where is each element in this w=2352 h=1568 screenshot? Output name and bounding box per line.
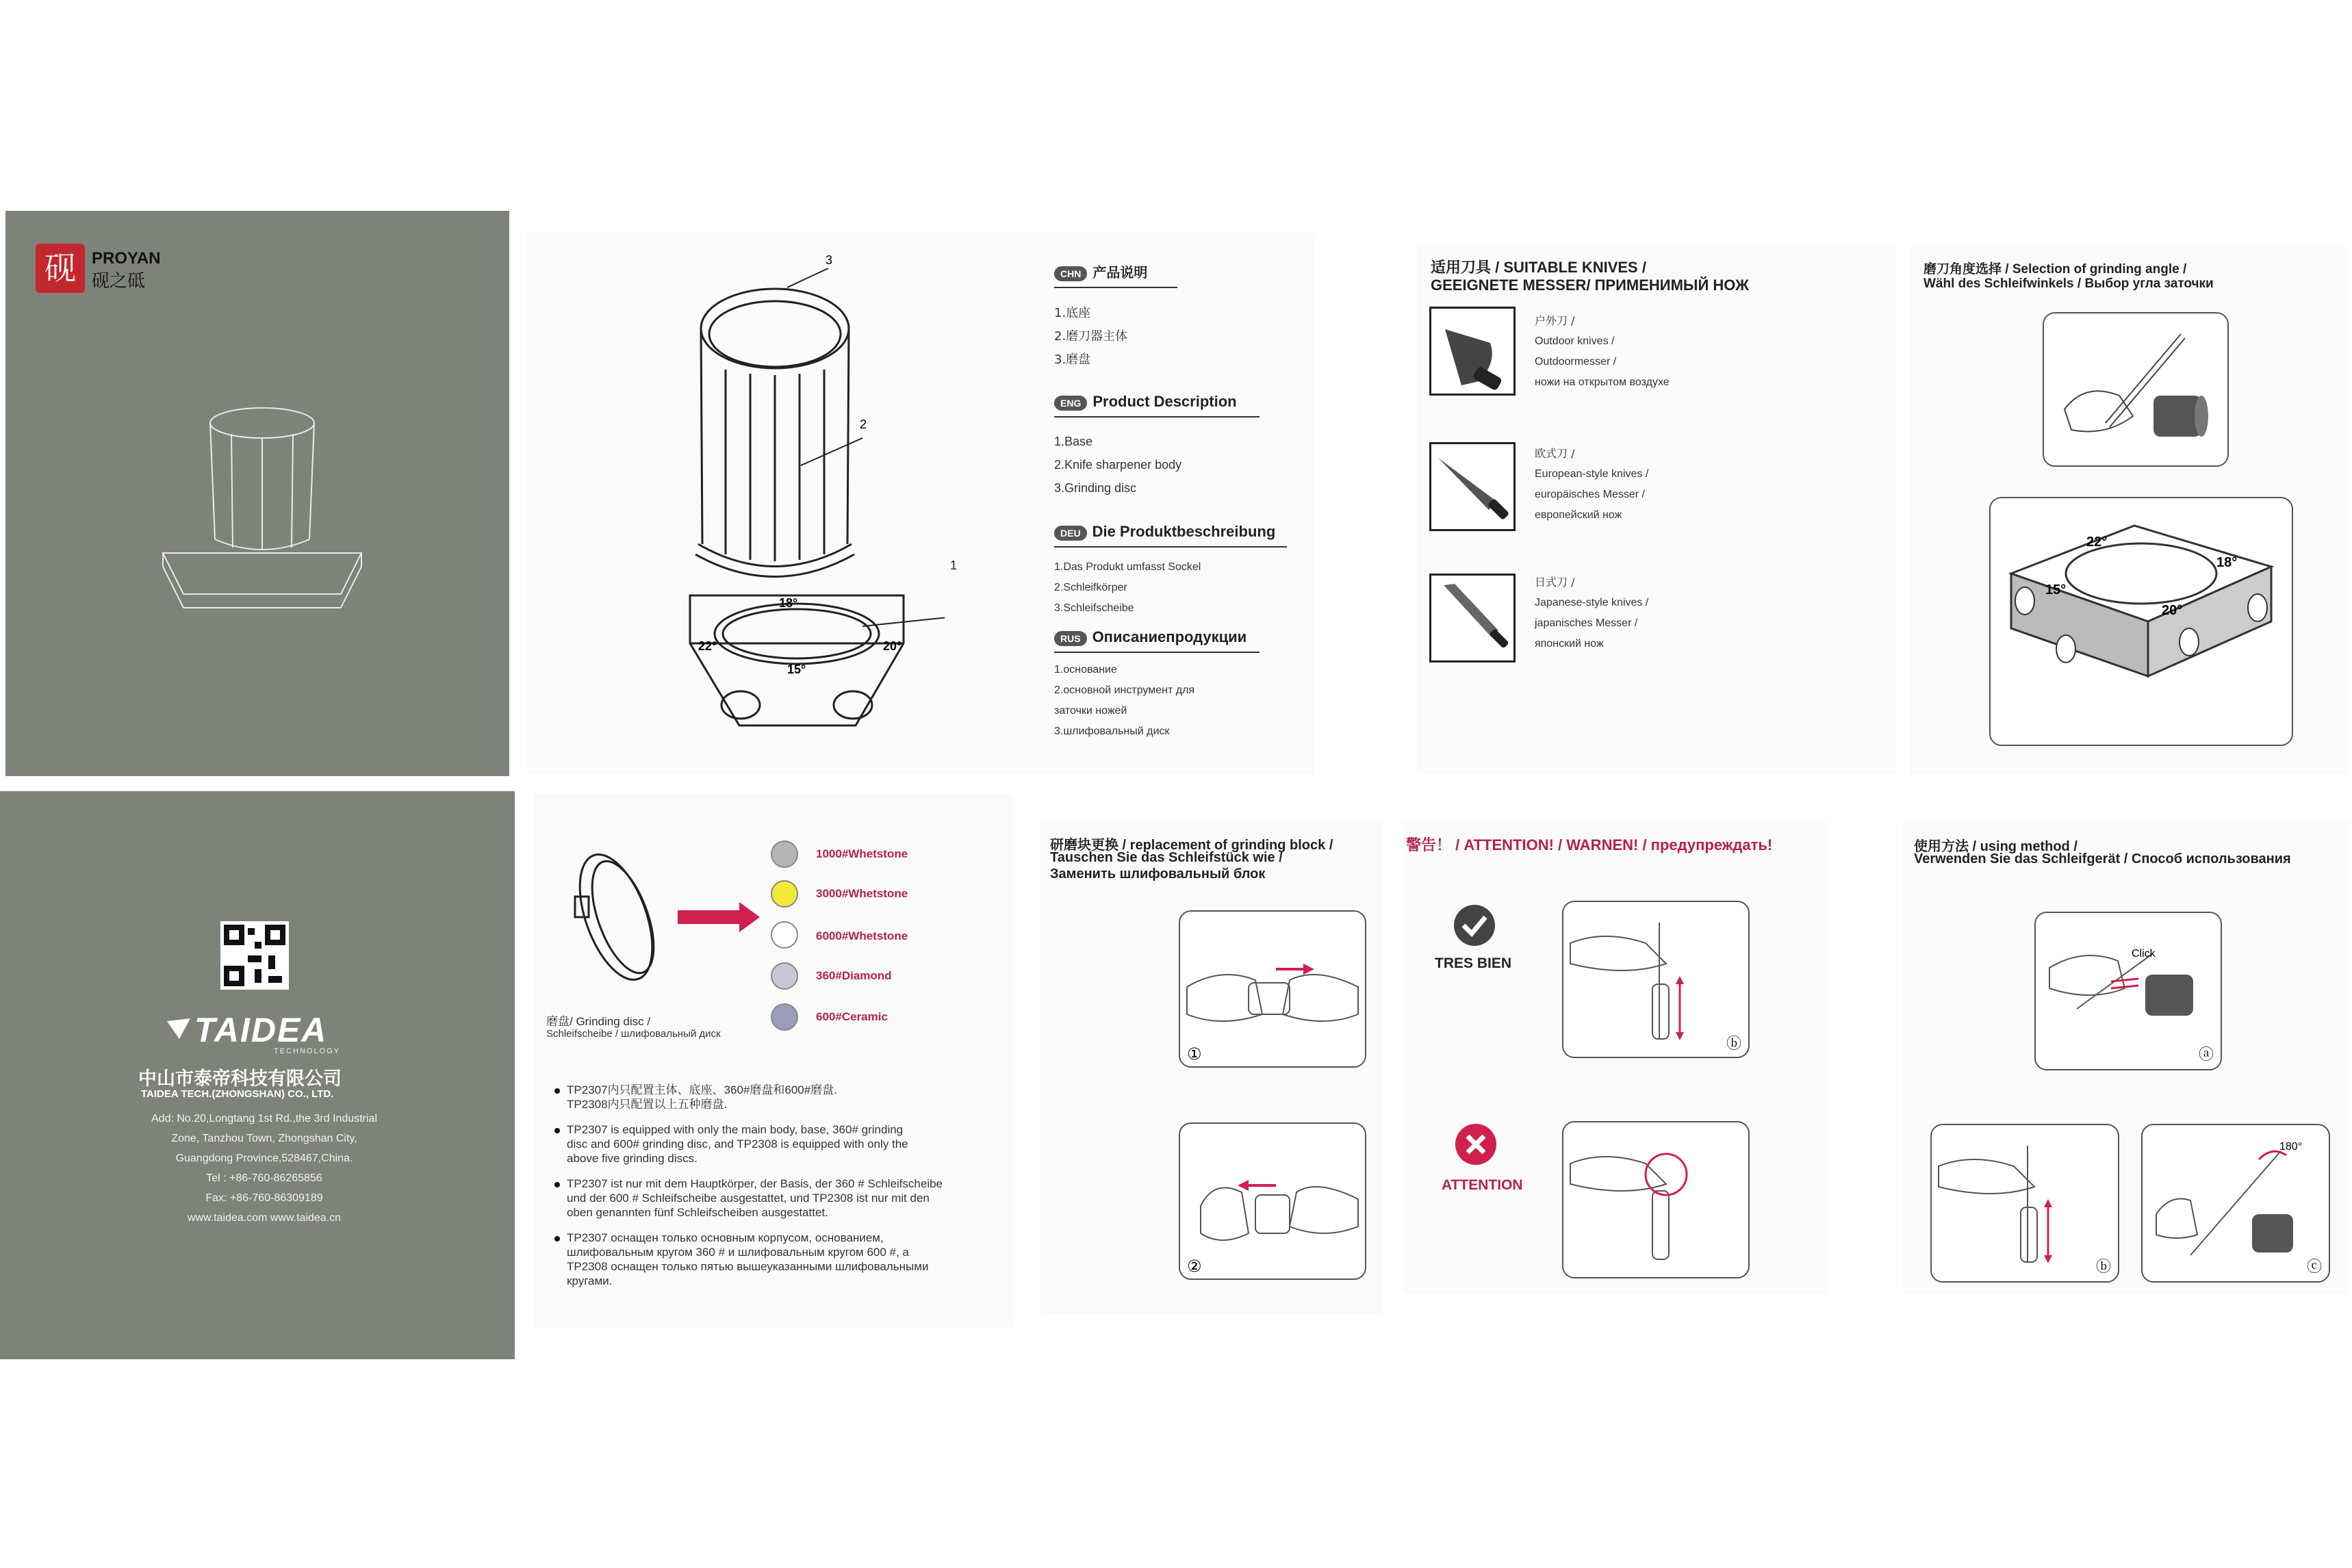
arrow-right-icon: [1303, 964, 1314, 975]
grinding-disc-sketch: [548, 842, 767, 1006]
angle-label-15: 15°: [787, 663, 806, 676]
address-line: Fax: +86-760-86309189: [205, 1192, 323, 1204]
bullet-dot: [554, 1182, 560, 1187]
address-line: Guangdong Province,528467,China.: [175, 1153, 353, 1164]
seal-logo: [36, 244, 85, 293]
desc-deu: [1054, 523, 1314, 619]
usage-title-1: 使用方法 / using method /: [1914, 839, 2078, 854]
disc-1000-label: 1000#Whetstone: [816, 847, 908, 860]
european-knife-text: [1535, 444, 1648, 526]
note-line: TP2308 оснащен только пятью вышеуказанными шлифовальными: [567, 1260, 929, 1273]
step-letter: ⓐ: [2199, 1046, 2214, 1064]
desc-eng-title: Product Description: [1092, 393, 1237, 410]
list-item: 2.Knife sharpener body: [1054, 458, 1182, 472]
replacement-title-3: Заменить шлифовальный блок: [1050, 866, 1266, 882]
product-diagram-panel: [527, 233, 1314, 773]
disc-600-label: 600#Ceramic: [816, 1010, 888, 1023]
angle-hand-diagram: [2043, 312, 2229, 467]
disc-1000-swatch: [771, 840, 798, 868]
lang-tag-rus: RUS: [1054, 631, 1087, 646]
disc-6000-label: 6000#Whetstone: [816, 929, 908, 942]
knife-label: Outdoormesser /: [1535, 356, 1617, 368]
usage-step-a: [2034, 912, 2222, 1070]
list-item: 2.основной инструмент для: [1054, 684, 1195, 696]
bullet-dot: [554, 1088, 560, 1094]
callout-2: 2: [860, 417, 867, 431]
knife-label: ножи на открытом воздухе: [1535, 376, 1670, 388]
callout-1: 1: [950, 558, 958, 572]
desc-rus-title: Описаниепродукции: [1092, 628, 1247, 645]
lang-tag-eng: ENG: [1054, 396, 1087, 411]
step-number: ②: [1187, 1257, 1202, 1276]
list-item: 3.шлифовальный диск: [1054, 725, 1170, 737]
note-line: above five grinding discs.: [567, 1152, 698, 1165]
knife-label: Outdoor knives /: [1535, 335, 1615, 347]
hand-knife-sketch: [2044, 313, 2227, 465]
arrow-down-icon: [2044, 1255, 2052, 1263]
rotate-arrow-icon: [2259, 1151, 2286, 1159]
seal-char: 砚: [44, 250, 76, 287]
usage-sketch-b: [1932, 1125, 2118, 1281]
angle-base-sketch: [1991, 498, 2292, 745]
replacement-panel: [1040, 821, 1383, 1314]
european-knife-image: [1429, 442, 1516, 531]
japanese-knife-text: [1535, 572, 1648, 654]
disc-360-label: 360#Diamond: [816, 969, 892, 982]
note-line: шлифовальным кругом 360 # и шлифовальным кругом 600 #, а: [567, 1246, 909, 1259]
list-item: 3.Grinding disc: [1054, 481, 1137, 495]
correct-usage-sketch: [1563, 902, 1748, 1057]
wrong-usage-sketch: [1563, 1122, 1748, 1277]
note-line: TP2307 ist nur mit dem Hauptkörper, der Basis, der 360 # Schleifscheibe: [567, 1177, 943, 1190]
wrong-usage-diagram: [1562, 1121, 1750, 1278]
correct-usage-diagram: [1562, 901, 1750, 1058]
list-item: 3.磨盘: [1054, 352, 1091, 367]
angle-label-18: 18°: [2216, 555, 2238, 570]
bullet-dot: [554, 1128, 560, 1133]
address-line: Add: No.20,Longtang 1st Rd.,the 3rd Industrial: [151, 1113, 377, 1124]
japanese-knife-icon: [1431, 576, 1513, 660]
arrow-up-icon: [2044, 1199, 2052, 1207]
attention-panel: [1403, 821, 1828, 1294]
note-line: und der 600 # Schleifscheibe ausgestattet, und TP2308 ist nur mit den: [567, 1192, 930, 1205]
usage-title-2: Verwenden Sie das Schleifgerät / Способ использования: [1914, 851, 2291, 866]
angle-base-diagram: [1989, 497, 2293, 746]
note-line: TP2307 is equipped with only the main body, base, 360# grinding: [567, 1123, 904, 1136]
replacement-step-2: [1179, 1122, 1366, 1280]
desc-eng: [1054, 393, 1314, 500]
desc-eng-list: [1054, 430, 1314, 500]
address-line: Tel : +86-760-86265856: [206, 1172, 322, 1184]
usage-sketch-a: [2036, 913, 2221, 1069]
note-line: TP2307内只配置主体、底座、360#磨盘和600#磨盘.: [567, 1083, 837, 1096]
angle-title-1: 磨刀角度选择 / Selection of grinding angle /: [1923, 262, 2187, 277]
note-de: [554, 1177, 993, 1220]
angle-title-2: Wähl des Schleifwinkels / Выбор угла заточки: [1923, 277, 2214, 291]
note-cn: [554, 1083, 993, 1111]
japanese-knife-image: [1429, 574, 1516, 663]
desc-chn-title: 产品说明: [1092, 264, 1148, 281]
usage-step-c: [2141, 1124, 2330, 1283]
knives-title-2: GEEIGNETE MESSER/ ПРИМЕНИМЫЙ НОЖ: [1431, 277, 1749, 294]
highlight-circle: [1646, 1154, 1687, 1195]
disc-label-2: Schleifscheibe / шлифовальный диск: [546, 1028, 721, 1040]
desc-rus-list: [1054, 660, 1314, 742]
cross-icon: [1454, 1122, 1498, 1166]
note-ru: [554, 1231, 993, 1288]
note-line: disc and 600# grinding disc, and TP2308 is equipped with only the: [567, 1138, 908, 1151]
exploded-diagram: [630, 253, 945, 760]
note-line: TP2307 оснащен только основным корпусом, основанием,: [567, 1231, 884, 1244]
angle-label-20: 20°: [883, 639, 902, 653]
knife-label: europäisches Messer /: [1535, 489, 1645, 500]
angle-label-18: 18°: [779, 596, 798, 610]
list-item: 1.Das Produkt umfasst Sockel: [1054, 561, 1201, 573]
usage-panel: [1903, 821, 2348, 1294]
sharpener-outline-illustration: [149, 396, 375, 628]
disc-600-swatch: [771, 1003, 798, 1031]
company-name-cn: 中山市泰帝科技有限公司: [138, 1068, 342, 1090]
disc-360-swatch: [771, 962, 798, 990]
rotate-label: 180°: [2279, 1141, 2303, 1153]
replacement-sketch-1: [1180, 912, 1365, 1066]
callout-3: 3: [826, 253, 833, 267]
step-letter: ⓑ: [1726, 1036, 1742, 1053]
lang-tag-deu: DEU: [1054, 526, 1087, 541]
list-item: 1.Base: [1054, 435, 1093, 448]
brand-name-cn: 砚之砥: [92, 271, 146, 292]
angle-label-22: 22°: [2086, 535, 2108, 550]
angle-label-22: 22°: [698, 639, 717, 653]
knife-label: 户外刀 /: [1535, 314, 1575, 327]
good-label: TRES BIEN: [1435, 955, 1512, 971]
outdoor-knife-text: [1535, 311, 1670, 393]
step-number: ①: [1187, 1044, 1202, 1064]
note-line: oben genannten fünf Schleifscheiben ausgestattet.: [567, 1206, 828, 1219]
disc-3000-swatch: [771, 880, 798, 908]
knife-label: Japanese-style knives /: [1535, 597, 1649, 608]
knife-label: 日式刀 /: [1535, 576, 1575, 589]
attention-title: 警告！ / ATTENTION! / WARNEN! / предупреждать!: [1406, 836, 1773, 853]
note-line: TP2308内只配置以上五种磨盘.: [567, 1098, 728, 1111]
replacement-title-1: 研磨块更换 / replacement of grinding block /: [1050, 838, 1333, 853]
angle-label-20: 20°: [2162, 603, 2183, 618]
step-letter: ⓒ: [2307, 1259, 2323, 1276]
outdoor-knife-icon: [1431, 309, 1513, 394]
bullet-dot: [554, 1236, 560, 1242]
note-line: кругами.: [567, 1274, 613, 1287]
grinding-discs-panel: [534, 794, 1013, 1328]
qr-code: [220, 921, 289, 990]
desc-deu-list: [1054, 557, 1314, 619]
arrow-up-icon: [1676, 976, 1684, 984]
taidea-logo-icon: [167, 1018, 190, 1039]
replacement-title-2: Tauschen Sie das Schleifstück wie /: [1050, 850, 1283, 865]
outdoor-knife-image: [1429, 307, 1516, 396]
angle-label-15: 15°: [2045, 582, 2067, 597]
step-letter: ⓑ: [2096, 1259, 2112, 1276]
brand-name-en: PROYAN: [92, 249, 161, 268]
replacement-step-1: [1179, 910, 1366, 1068]
list-item: 2.磨刀器主体: [1054, 329, 1128, 344]
company-address: [134, 1109, 394, 1228]
knife-label: 欧式刀 /: [1535, 447, 1575, 460]
usage-sketch-c: [2143, 1125, 2329, 1281]
address-line: www.taidea.com www.taidea.cn: [187, 1212, 342, 1224]
arrow-right-icon: [678, 902, 760, 932]
knife-label: европейский нож: [1535, 509, 1622, 521]
grinding-angle-panel: [1910, 246, 2348, 773]
address-line: Zone, Tanzhou Town, Zhongshan City,: [171, 1133, 357, 1144]
list-item: 1.основание: [1054, 664, 1117, 676]
desc-chn-list: [1054, 302, 1287, 372]
desc-deu-title: Die Produktbeschreibung: [1092, 523, 1276, 540]
front-cover: [5, 211, 509, 776]
list-item: 2.Schleifkörper: [1054, 582, 1127, 593]
bad-label: ATTENTION: [1442, 1177, 1523, 1193]
replacement-sketch-2: [1180, 1124, 1365, 1278]
back-cover: [0, 791, 515, 1359]
knife-label: japanisches Messer /: [1535, 617, 1638, 629]
knife-label: японский нож: [1535, 638, 1604, 650]
desc-chn: [1054, 261, 1287, 372]
list-item: 3.Schleifscheibe: [1054, 602, 1134, 614]
back-brand-sub: TECHNOLOGY: [274, 1047, 341, 1055]
disc-6000-swatch: [771, 921, 798, 949]
arrow-left-icon: [1238, 1180, 1249, 1191]
knives-title-1: 适用刀具 / SUITABLE KNIVES /: [1431, 259, 1646, 276]
arrow-down-icon: [1676, 1032, 1684, 1040]
click-label: Click: [2132, 948, 2156, 960]
knife-label: European-style knives /: [1535, 468, 1649, 480]
lang-tag-chn: CHN: [1054, 266, 1087, 281]
check-icon: [1453, 903, 1496, 947]
usage-step-b: [1930, 1124, 2119, 1283]
list-item: заточки ножей: [1054, 705, 1127, 717]
disc-label-1: 磨盘/ Grinding disc /: [546, 1015, 651, 1028]
back-brand: TAIDEA: [194, 1011, 328, 1049]
european-knife-icon: [1431, 444, 1513, 529]
list-item: 1.底座: [1054, 306, 1091, 320]
disc-3000-label: 3000#Whetstone: [816, 887, 908, 900]
model-notes: [554, 1083, 993, 1288]
suitable-knives-panel: [1417, 246, 1896, 773]
company-name-en: TAIDEA TECH.(ZHONGSHAN) CO., LTD.: [141, 1088, 334, 1100]
note-en: [554, 1122, 993, 1166]
desc-rus: [1054, 628, 1314, 742]
